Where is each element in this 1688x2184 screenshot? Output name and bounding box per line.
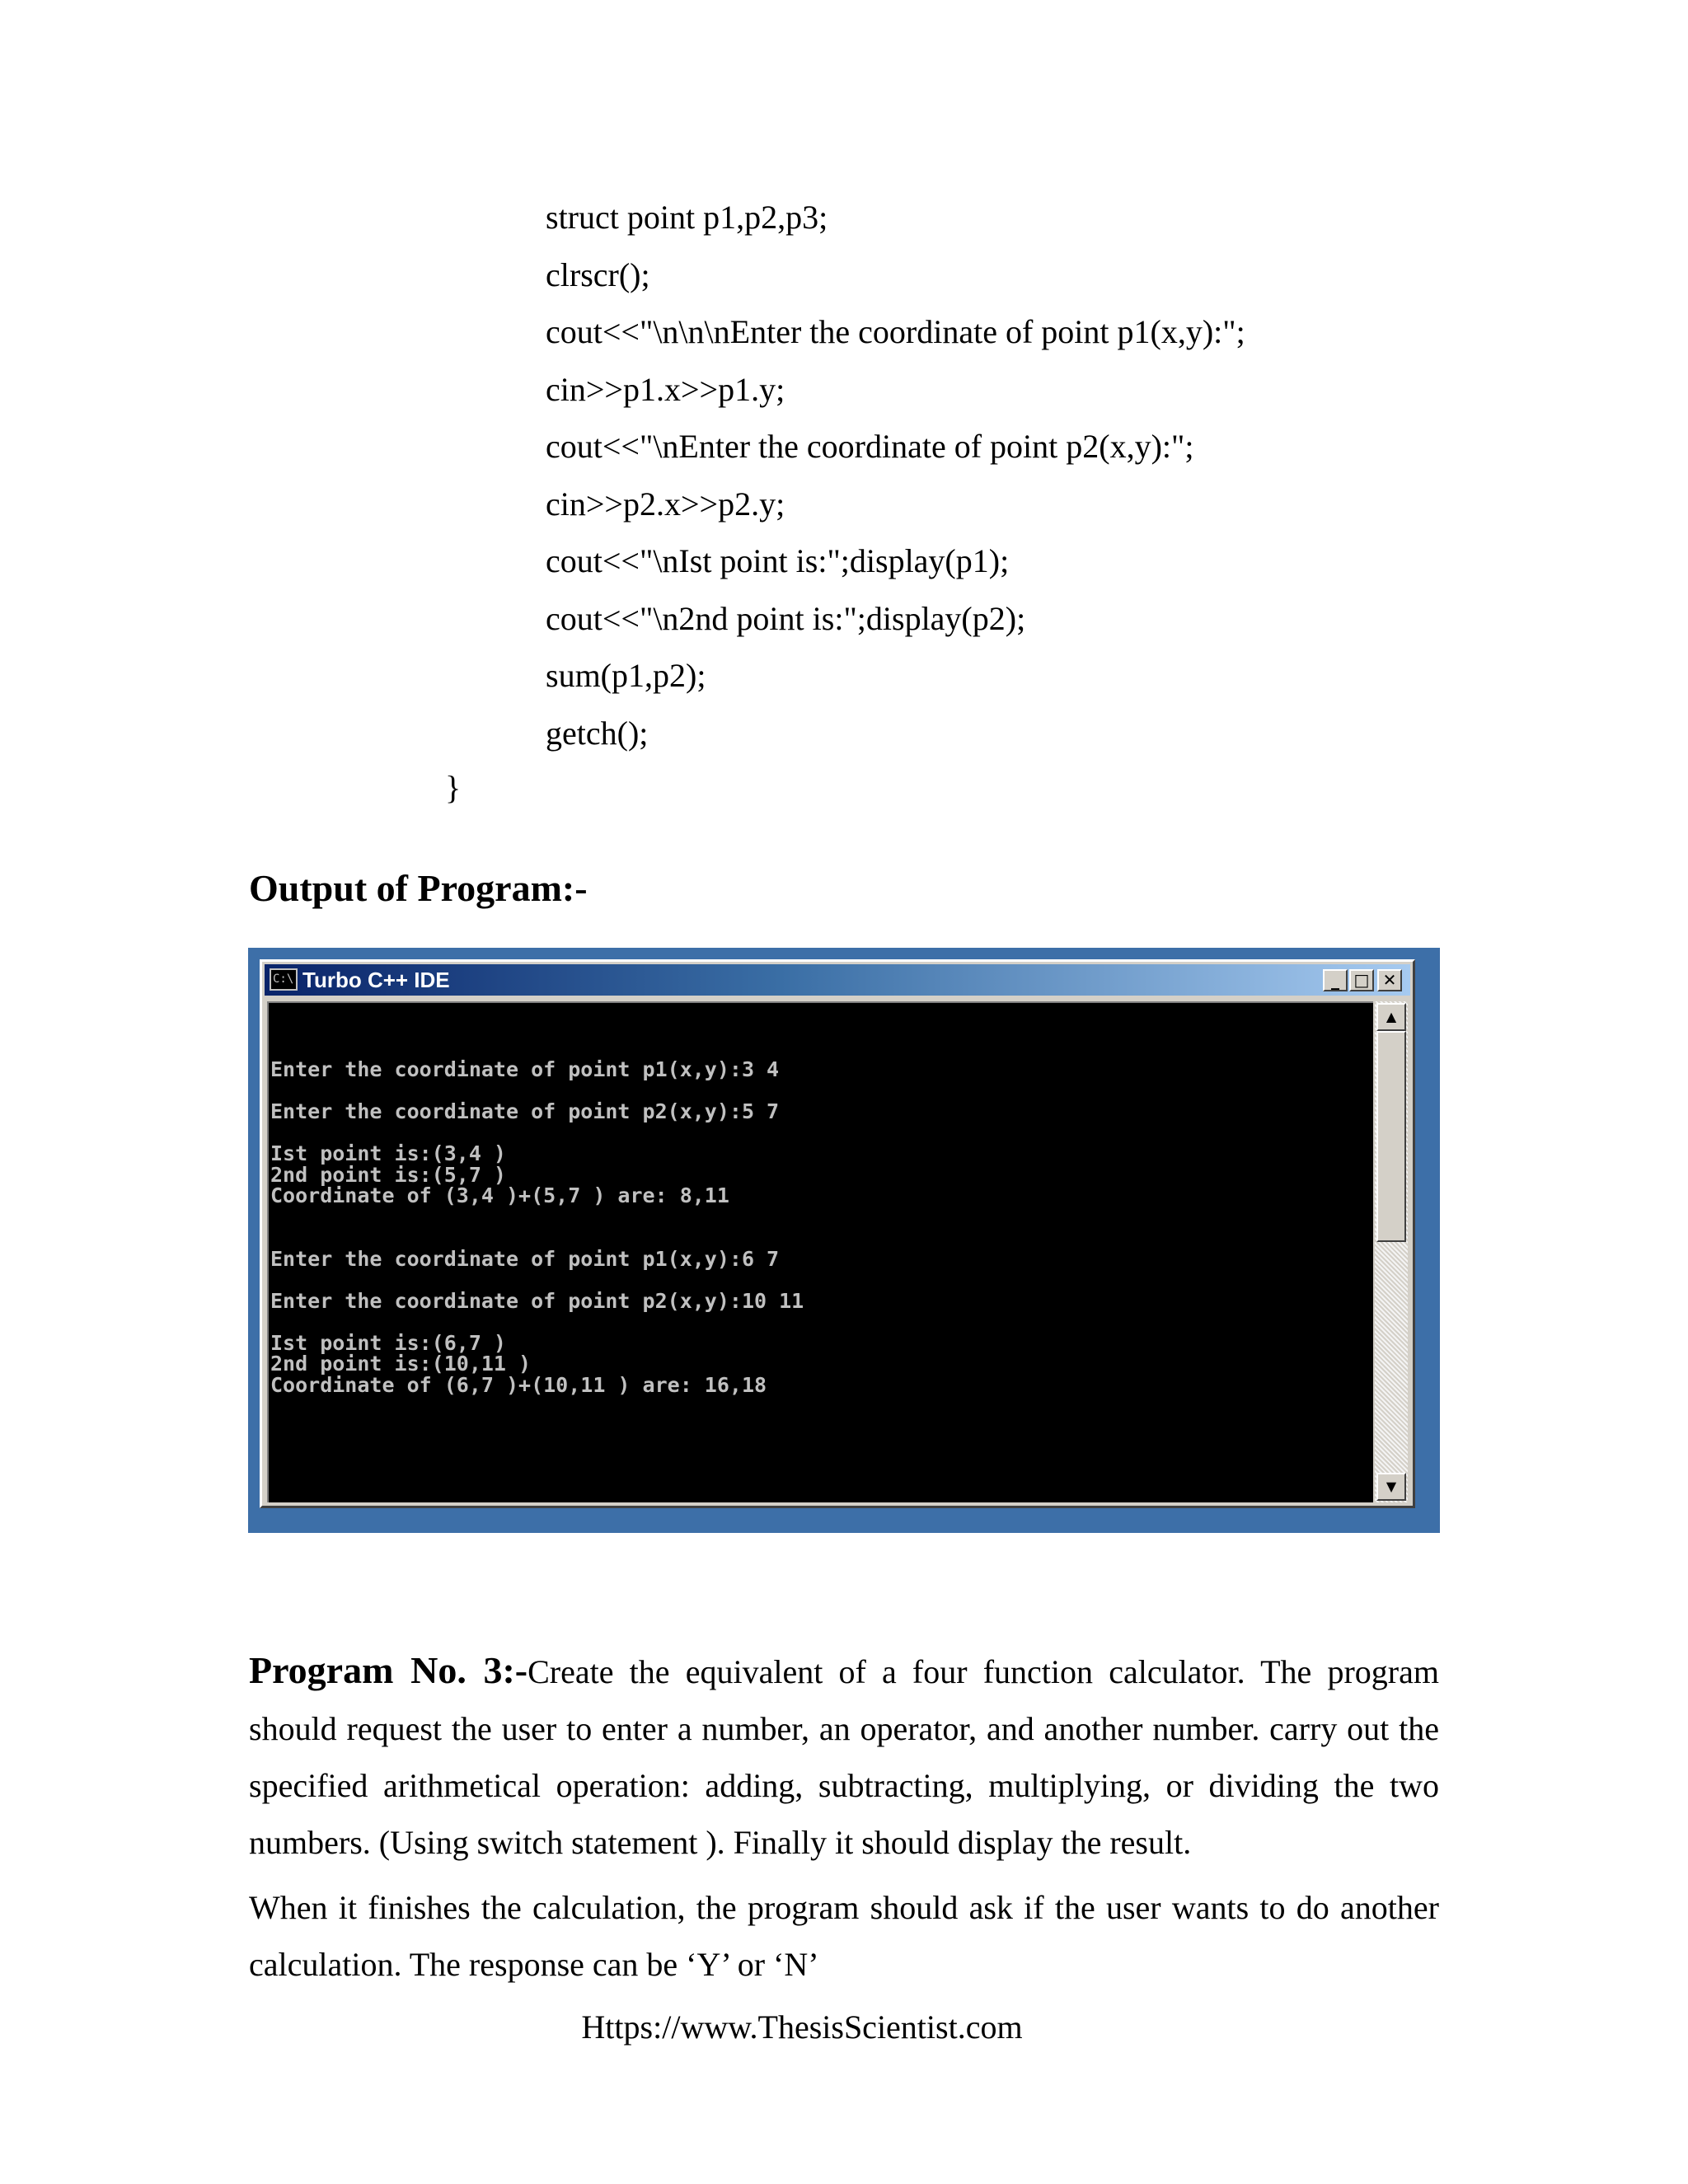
code-line: cout<<"\nIst point is:";display(p1); (546, 542, 1010, 579)
minimize-button[interactable]: _ (1323, 969, 1348, 991)
code-block (546, 196, 1245, 769)
closing-brace: } (445, 769, 462, 806)
console-icon: C:\ (270, 968, 298, 991)
console-output[interactable] (267, 1001, 1373, 1502)
program-3-label: Program No. 3:- (249, 1649, 528, 1691)
program-3-text: Create the equivalent of a four function calculator. The program should request the user to enter a number, an operator, and another number. carry out the specified arithmetical operation: adding, subtracting, multiplying, or dividing the two numbers. (Using switch statement ). Finally it should display the result. (249, 1653, 1439, 1861)
code-line: clrscr(); (546, 255, 650, 293)
console-text: Enter the coordinate of point p1(x,y):3 4 Enter the coordinate of point p2(x,y):5 7 Ist point is:(3,4 ) 2nd point is:(5,7 ) Coordinate of (3,4 )+(5,7 ) are: 8,11 Enter the coordinate of point p1(x,y):6 7 Enter the coordinate of point p2(x,y):10 11 Ist point is:(6,7 ) 2nd point is:(10,11 ) Coordinate of (6,7 )+(10,11 ) are: 16,18 (270, 1057, 804, 1397)
console-window (260, 959, 1415, 1508)
code-line: getch(); (546, 714, 649, 752)
program-3-description-continued: When it finishes the calculation, the program should ask if the user wants to do another calculation. The response can be ‘Y’ or ‘N’ (249, 1889, 1439, 1983)
output-heading: Output of Program:- (249, 867, 588, 909)
code-line: cin>>p2.x>>p2.y; (546, 485, 785, 523)
code-line: cout<<"\n2nd point is:";display(p2); (546, 599, 1026, 637)
window-title: Turbo C++ IDE (302, 968, 450, 992)
window-titlebar[interactable] (265, 964, 1410, 996)
console-screenshot-frame (248, 948, 1440, 1533)
scroll-thumb[interactable] (1376, 1031, 1406, 1242)
scroll-down-button[interactable]: ▼ (1376, 1473, 1406, 1501)
code-line: cout<<"\n\n\nEnter the coordinate of point p1(x,y):"; (546, 313, 1245, 350)
code-line: cout<<"\nEnter the coordinate of point p2(x,y):"; (546, 428, 1194, 465)
close-button[interactable]: ✕ (1377, 969, 1402, 991)
code-line: sum(p1,p2); (546, 657, 706, 694)
code-line: struct point p1,p2,p3; (546, 199, 828, 236)
program-3-description (249, 1642, 1439, 1871)
maximize-button[interactable]: □ (1349, 969, 1374, 991)
code-line: cin>>p1.x>>p1.y; (546, 370, 785, 408)
footer-url: Https://www.ThesisScientist.com (581, 2008, 1023, 2046)
vertical-scrollbar[interactable] (1375, 1001, 1408, 1502)
scroll-up-button[interactable]: ▲ (1376, 1003, 1406, 1031)
